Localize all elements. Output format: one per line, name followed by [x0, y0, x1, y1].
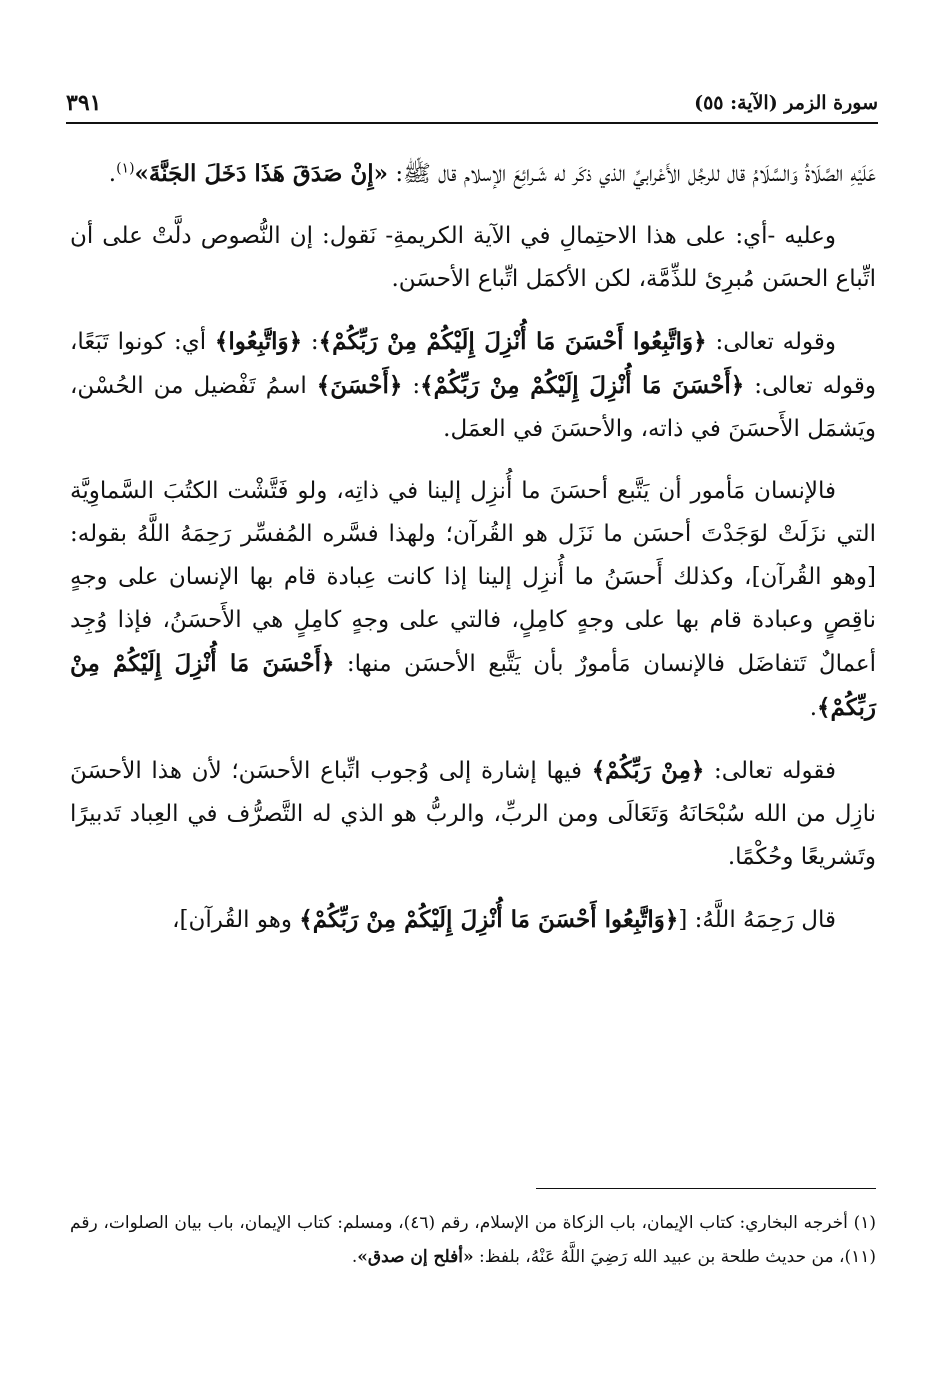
- footnote-rule: [536, 1188, 876, 1189]
- quran-word: ﴿مِنْ رَبِّكُمْ﴾: [591, 757, 705, 784]
- footnotes: [70, 1206, 876, 1274]
- paragraph-1-end: .: [108, 161, 117, 187]
- paragraph-3-text-d: :: [402, 373, 421, 399]
- quran-verse: ﴿وَاتَّبِعُوا أَحْسَنَ مَا أُنْزِلَ إِلَيْكُمْ مِنْ رَبِّكُمْ﴾: [299, 906, 679, 933]
- paragraph-3-text-c: أي: كونوا تَبَعًا، وقوله تعالى:: [70, 329, 876, 399]
- quran-verse: ﴿وَاتَّبِعُوا أَحْسَنَ مَا أُنْزِلَ إِلَيْكُمْ مِنْ رَبِّكُمْ﴾: [318, 328, 707, 355]
- paragraph-1-text: عَلَيْهِ الصَّلَاةُ وَالسَّلَامُ قال للرجُل الأَعْرابيِّ الذي ذكَر له شَـرائِعَ الإسلام قال ﷺ:: [388, 161, 876, 187]
- paragraph-4-text: فالإنسان مَأمور أن يَتَّبع أحسَنَ ما أُنزِل إلينا في ذاتِه، ولو فَتَّشْت الكتُبَ السَّماوِيَّة التي نزَلَتْ لوَجَدْتَ أحسَن ما نَزَل هو القُرآن؛ ولهذا فسَّره المُفسِّر رَحِمَهُ اللَّهُ بقوله: [وهو القُرآن]، وكذلك أَحسَنُ ما أُنزِل إلينا إذا كانت عِبادة قام بها الإنسان على وجهٍ ناقِصٍ وعبادة قام بها على وجهٍ كامِلٍ، فالتي على وجهٍ كامِلٍ هي الأَحسَنُ، فإذا وُجِد أعمالٌ تَتفاضَل فالإنسان مَأمورٌ بأن يَتَّبع الأحسَن منها:: [70, 478, 876, 677]
- paragraph-2: وعليه -أي: على هذا الاحتِمالِ في الآية الكريمةِ- نَقول: إن النُّصوص دلَّتْ على أن اتِّباع الحسَن مُبرِئ للذِّمَّة، لكن الأكمَل اتِّباع الأحسَن.: [70, 223, 876, 292]
- paragraph-3: [70, 320, 876, 451]
- paragraph-6: [70, 898, 876, 942]
- footnote-1-end: .: [351, 1247, 358, 1267]
- quran-word: ﴿أَحْسَنَ﴾: [316, 372, 403, 399]
- paragraph-4: [70, 470, 876, 730]
- main-text: [70, 152, 876, 961]
- paragraph-5: [70, 749, 876, 879]
- running-title: سورة الزمر (الآية: ٥٥): [694, 92, 878, 114]
- page-number: ٣٩١: [66, 90, 102, 116]
- paragraph-3-text-b: :: [302, 329, 319, 355]
- footnote-1-quote: «أفلح إن صدق»: [357, 1247, 474, 1267]
- quran-word: ﴿وَاتَّبِعُوا﴾: [214, 328, 303, 355]
- paragraph-3-text-e: اسمُ تَفْضيل من الحُسْن، ويَشمَل الأَحسَنَ في ذاته، والأحسَنَ في العمَل.: [70, 373, 876, 442]
- footnote-1: [70, 1206, 876, 1274]
- hadith-quote: «إِنْ صَدَقَ هَذَا دَخَلَ الجَنَّةَ»: [134, 160, 389, 187]
- paragraph-4-end: .: [809, 695, 817, 721]
- footnote-1-text: (١) أخرجه البخاري: كتاب الإيمان، باب الزكاة من الإسلام، رقم (٤٦)، ومسلم: كتاب الإيمان، باب بيان الصلوات، رقم (١١)، من حديث طلحة بن عبيد الله رَضِيَ اللَّهُ عَنْهُ، بلفظ:: [70, 1213, 876, 1267]
- footnote-reference: (١): [116, 160, 135, 177]
- paragraph-6-text-a: قال رَحِمَهُ اللَّهُ: [: [678, 907, 836, 933]
- page-header: [66, 88, 878, 118]
- header-rule: [66, 122, 878, 124]
- paragraph-5-text-b: فيها إشارة إلى وُجوب اتِّباع الأحسَن؛ لأن هذا الأحسَنَ نازِل من الله سُبْحَانَهُ وَتَعَالَى ومن الربِّ، والربُّ هو الذي له التَّصرُّف في العِباد تَدبيرًا وتَشريعًا وحُكْمًا.: [70, 758, 876, 870]
- quran-verse: ﴿أَحْسَنَ مَا أُنْزِلَ إِلَيْكُمْ مِنْ رَبِّكُمْ﴾: [420, 372, 745, 399]
- quran-verse: ﴿أَحْسَنَ مَا أُنْزِلَ إِلَيْكُمْ مِنْ رَبِّكُمْ﴾: [70, 650, 876, 721]
- paragraph-5-text-a: فقوله تعالى:: [704, 758, 836, 784]
- paragraph-1: [70, 152, 876, 196]
- paragraph-6-text-b: وهو القُرآن]،: [172, 907, 300, 933]
- paragraph-3-text-a: وقوله تعالى:: [706, 329, 836, 355]
